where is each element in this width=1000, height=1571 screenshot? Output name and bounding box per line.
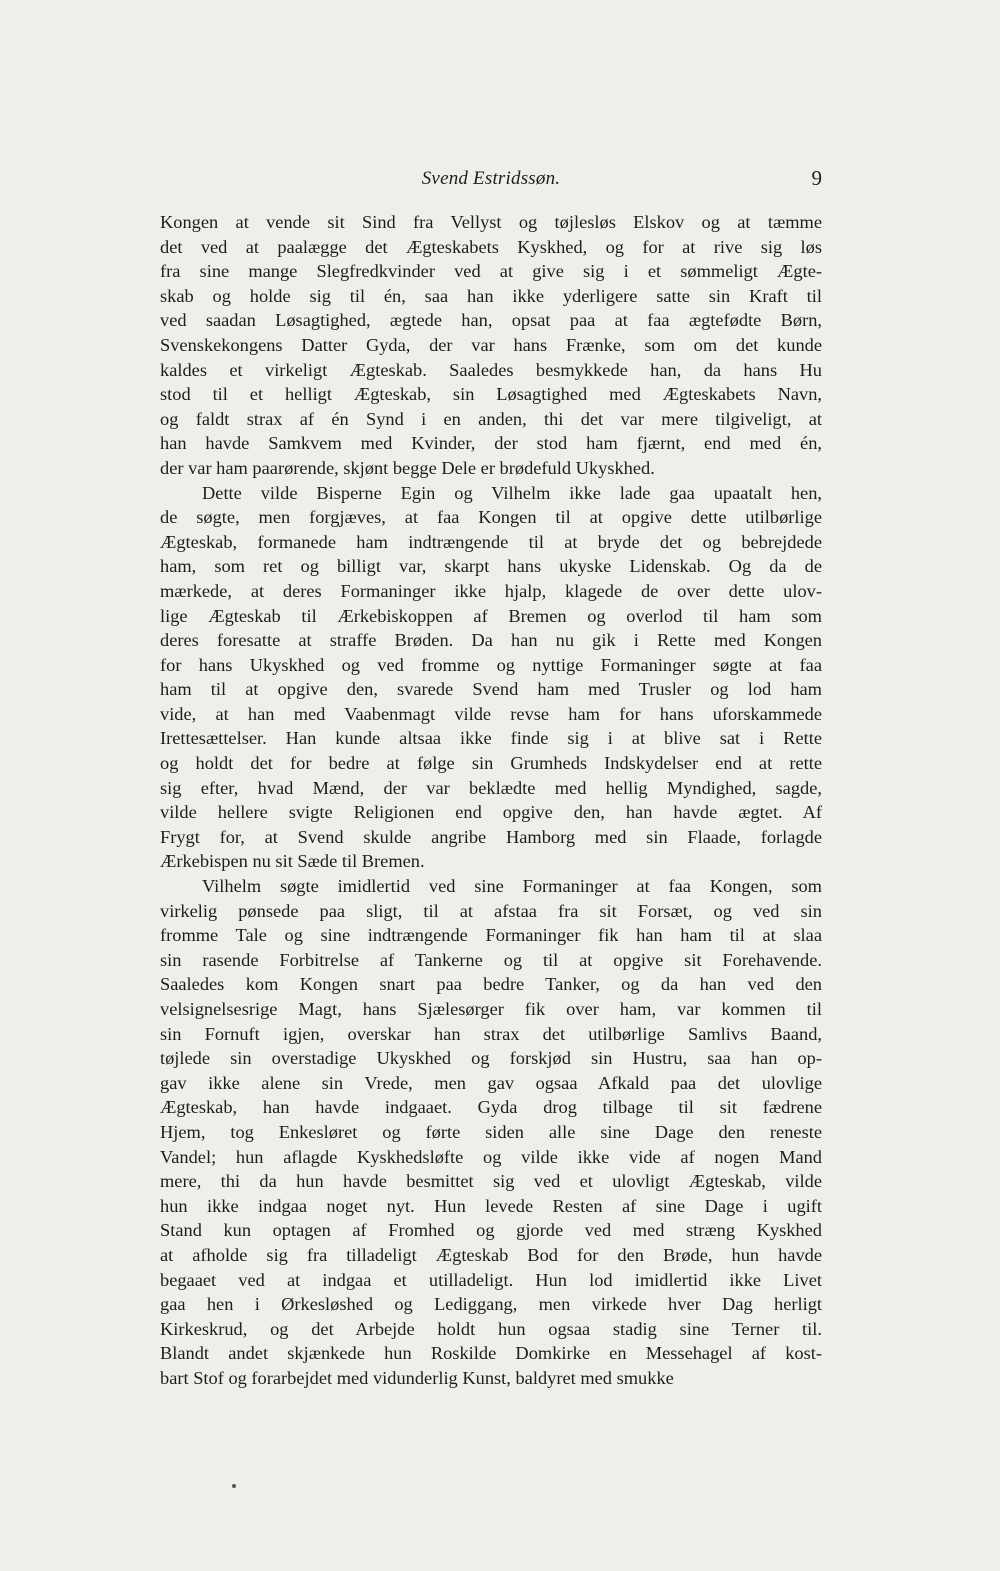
text-line: sig efter, hvad Mænd, der var beklædte med hellig Myndighed, sagde,: [160, 777, 822, 798]
text-line: Ægteskab, formanede ham indtrængende til at bryde det og bebrejdede: [160, 531, 822, 552]
text-line: Hjem, tog Enkesløret og førte siden alle sine Dage den reneste: [160, 1121, 822, 1142]
text-line: gav ikke alene sin Vrede, men gav ogsaa Afkald paa det ulovlige: [160, 1072, 822, 1093]
paragraph: [160, 874, 822, 1390]
text-line: Kongen at vende sit Sind fra Vellyst og tøjlesløs Elskov og at tæmme: [160, 212, 822, 232]
text-line: ham, som ret og billigt var, skarpt hans ukyske Lidenskab. Og da de: [160, 556, 822, 577]
text-line: fromme Tale og sine indtrængende Formaninger fik han ham til at slaa: [160, 925, 822, 946]
text-line: Kirkeskrud, og det Arbejde holdt hun ogsaa stadig sine Terner til.: [160, 1318, 822, 1339]
text-line: tøjlede sin overstadige Ukyskhed og forskjød sin Hustru, saa han op-: [160, 1048, 822, 1069]
text-line: fra sine mange Slegfredkvinder ved at give sig i et sømmeligt Ægte-: [160, 261, 822, 282]
text-line: Stand kun optagen af Fromhed og gjorde ved med stræng Kyskhed: [160, 1220, 822, 1241]
page-number: 9: [811, 166, 822, 190]
text-line: for hans Ukyskhed og ved fromme og nyttige Formaninger søgte at faa: [160, 654, 822, 675]
body-text: [160, 210, 822, 1391]
text-line: stod til et helligt Ægteskab, sin Løsagtighed med Ægteskabets Navn,: [160, 384, 822, 405]
text-line: Ægteskab, han havde indgaaet. Gyda drog tilbage til sit fædrene: [160, 1097, 822, 1118]
paragraph: [160, 210, 822, 481]
running-title: Svend Estridssøn.: [421, 168, 561, 189]
paragraph: [160, 481, 822, 875]
text-line: Vilhelm søgte imidlertid ved sine Formaninger at faa Kongen, som: [202, 876, 822, 897]
text-line: vide, at han med Vaabenmagt vilde revse ham for hans uforskammede: [160, 703, 822, 724]
text-line: hun ikke indgaa noget nyt. Hun levede Resten af sine Dage i ugift: [160, 1195, 822, 1216]
text-line: og faldt strax af én Synd i en anden, thi det var mere tilgiveligt, at: [160, 408, 822, 429]
text-line: bart Stof og forarbejdet med vidunderlig Kunst, baldyret med smukke: [160, 1367, 674, 1388]
text-line: Frygt for, at Svend skulde angribe Hamborg med sin Flaade, forlagde: [160, 826, 822, 847]
page-header: [160, 168, 822, 196]
text-line: og holdt det for bedre at følge sin Grumheds Indskydelser end at rette: [160, 753, 822, 774]
text-line: at afholde sig fra tilladeligt Ægteskab Bod for den Brøde, hun havde: [160, 1244, 822, 1265]
text-line: Ærkebispen nu sit Sæde til Bremen.: [160, 851, 425, 872]
text-line: Irettesættelser. Han kunde altsaa ikke finde sig i at blive sat i Rette: [160, 728, 822, 749]
text-line: begaaet ved at indgaa et utilladeligt. Hun lod imidlertid ikke Livet: [160, 1269, 822, 1290]
text-line: ved saadan Løsagtighed, ægtede han, opsat paa at faa ægtefødte Børn,: [160, 310, 822, 331]
text-line: mere, thi da hun havde besmittet sig ved et ulovligt Ægteskab, vilde: [160, 1171, 822, 1192]
text-line: lige Ægteskab til Ærkebiskoppen af Bremen og overlod til ham som: [160, 605, 822, 626]
text-line: sin Fornuft igjen, overskar han strax det utilbørlige Samlivs Baand,: [160, 1023, 822, 1044]
text-line: mærkede, at deres Formaninger ikke hjalp, klagede de over dette ulov-: [160, 580, 822, 601]
text-line: velsignelsesrige Magt, hans Sjælesørger fik over ham, var kommen til: [160, 999, 822, 1019]
text-line: han havde Samkvem med Kvinder, der stod ham fjærnt, end med én,: [160, 433, 822, 454]
text-line: ham til at opgive den, svarede Svend ham med Trusler og lod ham: [160, 679, 822, 700]
paper-speck: [232, 1484, 236, 1488]
text-line: det ved at paalægge det Ægteskabets Kyskhed, og for at rive sig løs: [160, 236, 822, 257]
text-line: Vandel; hun aflagde Kyskhedsløfte og vilde ikke vide af nogen Mand: [160, 1146, 822, 1167]
text-line: skab og holde sig til én, saa han ikke yderligere satte sin Kraft til: [160, 285, 822, 306]
text-line: Svenskekongens Datter Gyda, der var hans Frænke, som om det kunde: [160, 334, 822, 355]
text-line: vilde hellere svigte Religionen end opgive den, han havde ægtet. Af: [160, 802, 822, 823]
text-line: sin rasende Forbitrelse af Tankerne og til at opgive sit Forehavende.: [160, 949, 822, 970]
text-line: virkelig pønsede paa sligt, til at afstaa fra sit Forsæt, og ved sin: [160, 900, 822, 921]
text-line: deres foresatte at straffe Brøden. Da han nu gik i Rette med Kongen: [160, 630, 822, 651]
text-line: Saaledes kom Kongen snart paa bedre Tanker, og da han ved den: [160, 974, 822, 995]
text-line: kaldes et virkeligt Ægteskab. Saaledes besmykkede han, da hans Hu: [160, 359, 822, 380]
text-line: Blandt andet skjænkede hun Roskilde Domkirke en Messehagel af kost-: [160, 1343, 822, 1364]
text-line: Dette vilde Bisperne Egin og Vilhelm ikke lade gaa upaatalt hen,: [202, 482, 822, 503]
text-line: gaa hen i Ørkesløshed og Lediggang, men virkede hver Dag herligt: [160, 1294, 822, 1315]
text-line: de søgte, men forgjæves, at faa Kongen til at opgive dette utilbørlige: [160, 507, 822, 528]
text-line: der var ham paarørende, skjønt begge Dele er brødefuld Ukyskhed.: [160, 457, 655, 478]
